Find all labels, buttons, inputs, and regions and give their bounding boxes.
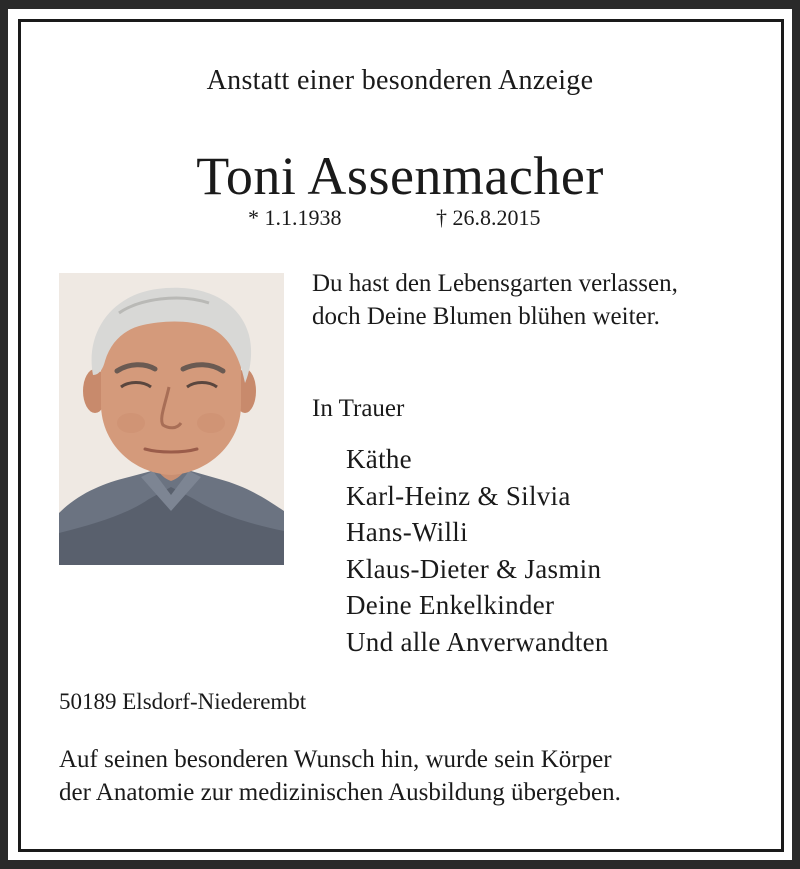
mourner-list [346,441,609,660]
mourning-label: In Trauer [312,395,405,422]
note-line: Auf seinen besonderen Wunsch hin, wurde sein Körper [59,746,612,773]
mourner-name: Und alle Anverwandten [346,626,609,657]
verse-line: Du hast den Lebensgarten verlassen, [312,270,678,297]
memorial-verse [312,267,678,333]
intro-line: Anstatt einer besonderen Anzeige [206,65,594,96]
mourner-name: Klaus-Dieter & Jasmin [346,553,602,584]
mourner-name: Käthe [346,444,412,474]
mourner-name: Deine Enkelkinder [346,590,555,620]
deceased-name: Toni Assenmacher [196,146,604,206]
verse-line: doch Deine Blumen blühen weiter. [312,303,660,330]
birth-date: * 1.1.1938 [248,205,342,230]
mourner-name: Hans-Willi [346,517,468,547]
closing-note [59,743,759,809]
obituary-card [8,9,792,860]
portrait-photo [59,273,284,565]
note-line: der Anatomie zur medizinischen Ausbildung übergeben. [59,779,621,806]
mourner-name: Karl-Heinz & Silvia [346,480,571,511]
death-date: † 26.8.2015 [436,205,541,230]
address-line: 50189 Elsdorf-Niederembt [59,689,307,714]
